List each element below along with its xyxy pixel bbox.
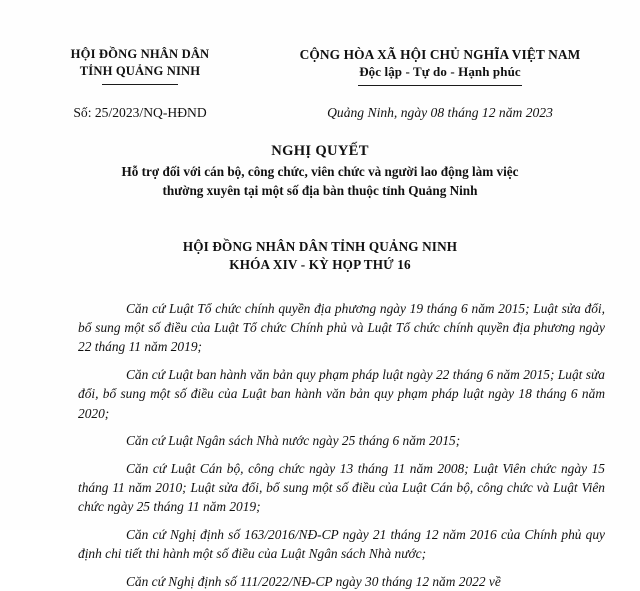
issuing-organization-block [16,46,264,86]
document-masthead [0,0,640,86]
place-and-date: Quảng Ninh, ngày 08 tháng 12 năm 2023 [327,105,553,120]
document-subject-line-2: thường xuyên tại một số địa bàn thuộc tỉnh Quảng Ninh [162,182,478,198]
preamble-paragraph: Căn cứ Nghị định số 111/2022/NĐ-CP ngày 30 tháng 12 năm 2022 về [126,573,501,589]
national-name: CỘNG HÒA XÃ HỘI CHỦ NGHĨA VIỆT NAM [299,47,581,62]
national-heading-block [264,46,616,86]
document-subject [81,163,559,200]
masthead-divider-right [358,85,522,86]
issuing-organization-line-1: HỘI ĐỒNG NHÂN DÂN [70,47,210,61]
issuing-body-name: HỘI ĐỒNG NHÂN DÂN TỈNH QUẢNG NINH [182,239,458,254]
issuing-organization-line-2: TỈNH QUẢNG NINH [79,63,201,78]
issuing-body-block [0,238,640,273]
document-number: Số: 25/2023/NQ-HĐND [73,105,207,120]
national-motto: Độc lập - Tự do - Hạnh phúc [359,64,521,79]
document-title-block [0,142,640,200]
preamble-paragraph: Căn cứ Luật Cán bộ, công chức ngày 13 tháng 11 năm 2008; Luật Viên chức ngày 15 tháng 11 năm 2010; Luật sửa đổi, bổ sung một số điều của Luật Cán bộ, công chức và Luật Viên chức ngày 25 tháng 11 năm 2019; [78,460,605,515]
issuing-body-session: KHÓA XIV - KỲ HỌP THỨ 16 [229,256,411,272]
masthead-divider-left [102,84,178,85]
preamble-paragraph: Căn cứ Nghị định số 163/2016/NĐ-CP ngày 21 tháng 12 năm 2016 của Chính phủ quy định chi tiết thi hành một số điều của Luật Ngân sách Nhà nước; [78,527,605,562]
preamble-paragraph: Căn cứ Luật ban hành văn bản quy phạm pháp luật ngày 22 tháng 6 năm 2015; Luật sửa đổi, bổ sung một số điều của Luật ban hành văn bản quy phạm pháp luật ngày 18 tháng 6 năm 2020; [78,367,605,421]
reference-line [0,105,640,121]
preamble-paragraph: Căn cứ Luật Tổ chức chính quyền địa phương ngày 19 tháng 6 năm 2015; Luật sửa đổi, bổ sung một số điều của Luật Tổ chức Chính phủ và Luật Tổ chức chính quyền địa phương ngày 22 tháng 11 năm 2019; [78,301,605,355]
document-preamble [0,299,640,589]
document-type-title: NGHỊ QUYẾT [271,143,369,159]
preamble-paragraph: Căn cứ Luật Ngân sách Nhà nước ngày 25 tháng 6 năm 2015; [126,433,461,449]
document-subject-line-1: Hỗ trợ đối với cán bộ, công chức, viên chức và người lao động làm việc [121,164,519,179]
